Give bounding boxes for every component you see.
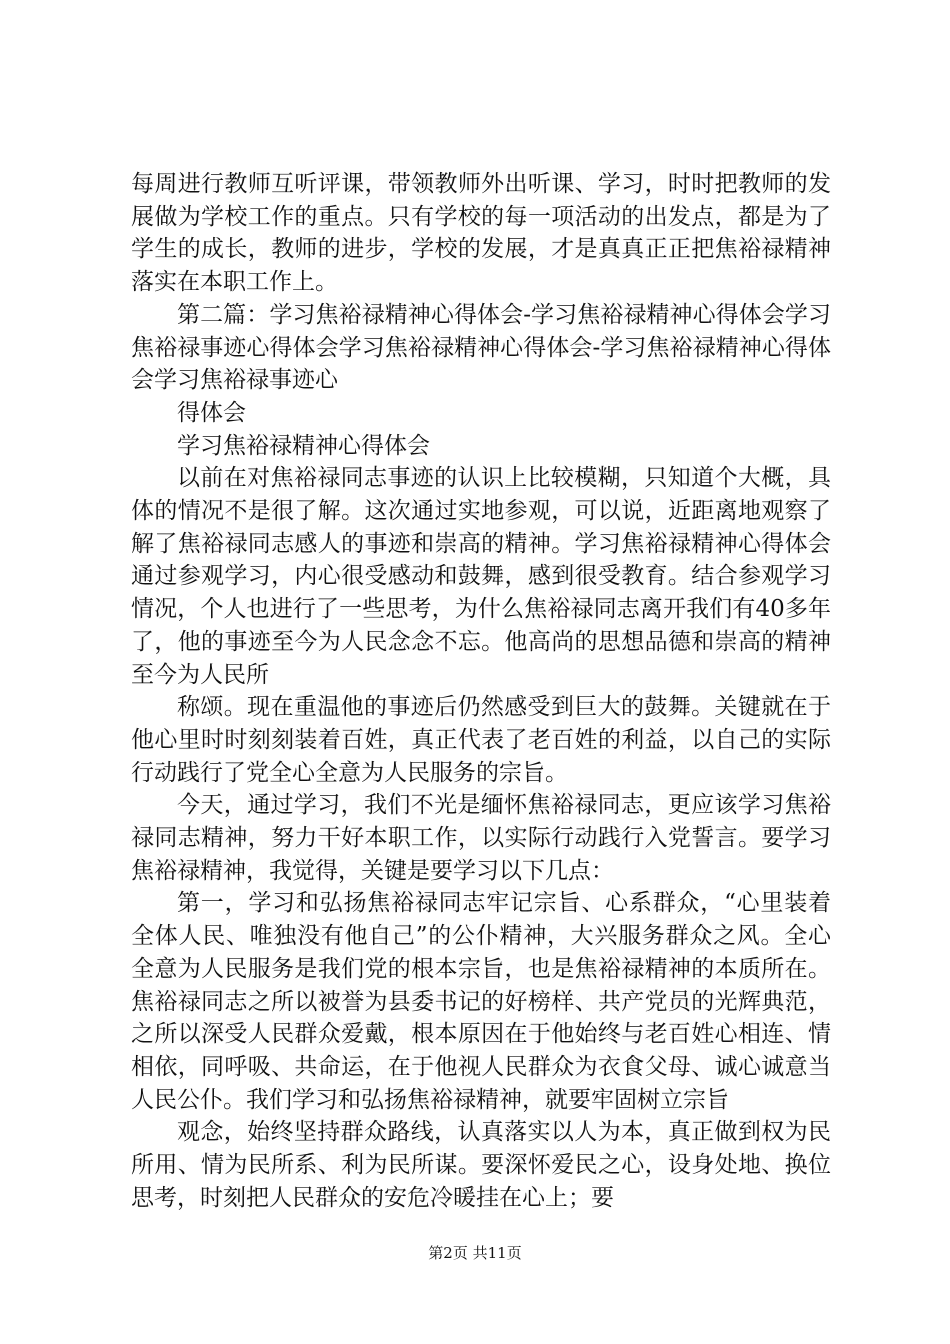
paragraph-9: 观念，始终坚持群众路线，认真落实以人为本，真正做到权为民所用、情为民所系、利为民所谋。要深怀爱民之心，设身处地、换位思考，时刻把人民群众的安危冷暖挂在心上；要 <box>131 1119 831 1211</box>
paragraph-2-heading: 第二篇：学习焦裕禄精神心得体会-学习焦裕禄精神心得体会学习焦裕禄事迹心得体会学习焦裕禄精神心得体会-学习焦裕禄精神心得体会学习焦裕禄事迹心 <box>131 301 831 394</box>
paragraph-4-title: 学习焦裕禄精神心得体会 <box>177 432 430 459</box>
paragraph-5: 以前在对焦裕禄同志事迹的认识上比较模糊，只知道个大概，具体的情况不是很了解。这次通过实地参观，可以说，近距离地观察了解了焦裕禄同志感人的事迹和崇高的精神。学习焦裕禄精神心得体会通过参观学习，内心很受感动和鼓舞，感到很受教育。结合参观学习情况，个人也进行了一些思考，为什么焦裕禄同志离开我们有40多年了，他的事迹至今为人民念念不忘。他高尚的思想品德和崇高的精神至今为人民所 <box>131 465 831 688</box>
paragraph-3: 得体会 <box>177 399 246 426</box>
paragraph-7: 今天，通过学习，我们不光是缅怀焦裕禄同志，更应该学习焦裕禄同志精神，努力干好本职工作，以实际行动践行入党誓言。要学习焦裕禄精神，我觉得，关键是要学习以下几点： <box>131 792 831 884</box>
paragraph-1: 每周进行教师互听评课，带领教师外出听课、学习，时时把教师的发展做为学校工作的重点。只有学校的每一项活动的出发点，都是为了学生的成长，教师的进步，学校的发展，才是真真正正把焦裕禄精神落实在本职工作上。 <box>131 171 831 296</box>
paragraph-6: 称颂。现在重温他的事迹后仍然感受到巨大的鼓舞。关键就在于他心里时时刻刻装着百姓，真正代表了老百姓的利益，以自己的实际行动践行了党全心全意为人民服务的宗旨。 <box>131 694 831 786</box>
page-number-footer: 第2页 共11页 <box>428 1244 522 1262</box>
body-text <box>131 168 831 1215</box>
paragraph-8: 第一，学习和弘扬焦裕禄同志牢记宗旨、心系群众，“心里装着全体人民、唯独没有他自己”的公仆精神，大兴服务群众之风。全心全意为人民服务是我们党的根本宗旨，也是焦裕禄精神的本质所在。焦裕禄同志之所以被誉为县委书记的好榜样、共产党员的光辉典范，之所以深受人民群众爱戴，根本原因在于他始终与老百姓心相连、情相依，同呼吸、共命运，在于他视人民群众为衣食父母、诚心诚意当人民公仆。我们学习和弘扬焦裕禄精神，就要牢固树立宗旨 <box>131 890 831 1113</box>
